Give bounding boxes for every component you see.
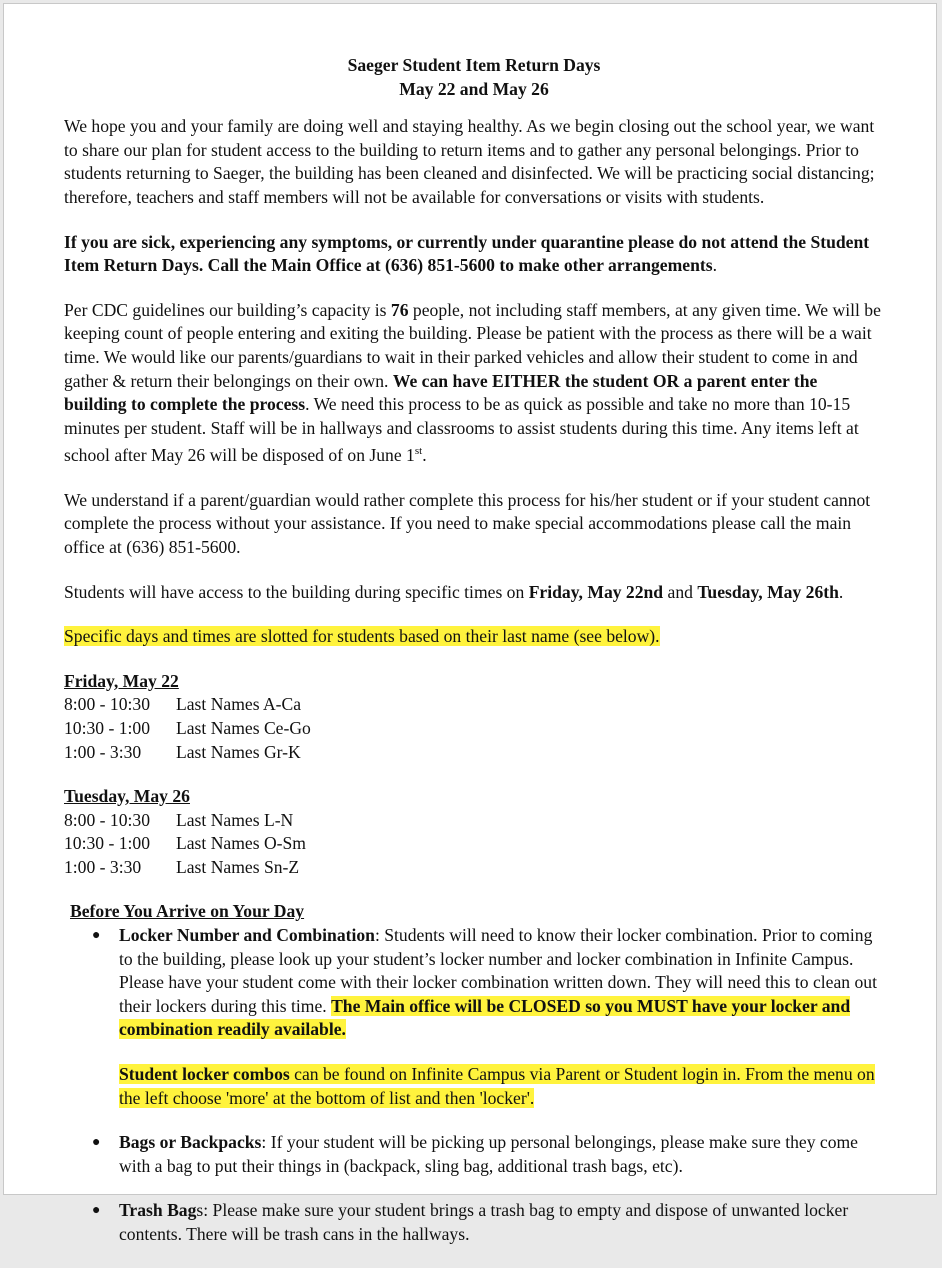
bullet-icon: ● (92, 1135, 101, 1151)
slot-time: 8:00 - 10:30 (64, 694, 151, 715)
slot-time: 1:00 - 3:30 (64, 741, 142, 762)
friday-heading: Friday, May 22 (64, 670, 179, 691)
document-title (64, 54, 884, 101)
cdc-bold-text: We can have EITHER the student OR a parent enter the building to complete the process (64, 370, 818, 415)
intro-paragraph: We hope you and your family are doing well and staying healthy. As we begin closing out the school year, we want to share our plan for student access to the building to return items and to gather any personal belongings. Prior to students returning to Saeger, the building has been cleaned and disinfected. We will be practicing social distancing; therefore, teachers and staff members will not be available for conversations or visits with students. (64, 116, 875, 207)
document-body (64, 54, 884, 1268)
slot-time: 1:00 - 3:30 (64, 856, 142, 877)
schedule-row (64, 717, 884, 741)
list-item-bags (64, 1131, 884, 1178)
locker-closed-highlight: The Main office will be CLOSED so you MUST have your locker and combination readily available. (119, 995, 851, 1040)
access-and: and (663, 581, 698, 602)
cdc-capacity: 76 (390, 299, 409, 320)
schedule-row (64, 741, 884, 765)
title-line-2: May 22 and May 26 (399, 78, 549, 99)
instructions-list (64, 924, 884, 1247)
locker-label: Locker Number and Combination (119, 925, 375, 946)
locker-combos-highlight (119, 1064, 875, 1108)
cdc-text-3: . We need this process to be as quick as possible and take no more than 10-15 minutes per student. Staff will be in hallways and classrooms to assist students during this time. Any items left at school after May 26 will be disposed of on June 1 (64, 394, 859, 466)
slot-time: 10:30 - 1:00 (64, 833, 151, 854)
cdc-paragraph (64, 299, 884, 468)
slot-names: Last Names Gr-K (176, 741, 301, 762)
slot-names: Last Names Ce-Go (176, 717, 311, 738)
cdc-end: . (422, 445, 427, 466)
before-you-arrive-heading: Before You Arrive on Your Day (70, 901, 305, 922)
access-text: Students will have access to the building during specific times on (64, 581, 529, 602)
locker-combos-bold: Student locker combos (119, 1064, 290, 1085)
understand-paragraph: We understand if a parent/guardian would rather complete this process for his/her student or if your student cannot complete the process without your assistance. If you need to make special accommodations please call the main office at (636) 851-5600. (64, 489, 871, 557)
bags-label: Bags or Backpacks (119, 1132, 262, 1153)
trash-label: Trash Bag (119, 1200, 197, 1221)
bullet-icon: ● (92, 1203, 101, 1219)
tuesday-heading: Tuesday, May 26 (64, 786, 190, 807)
schedule-row (64, 809, 884, 833)
slot-names: Last Names Sn-Z (176, 856, 300, 877)
schedule-row (64, 856, 884, 880)
schedule-row (64, 832, 884, 856)
access-day-1: Friday, May 22nd (528, 581, 664, 602)
title-line-1: Saeger Student Item Return Days (347, 55, 601, 75)
slotted-highlight: Specific days and times are slotted for students based on their last name (see below). (64, 626, 660, 647)
locker-combos-text: can be found on Infinite Campus via Parent or Student login in. From the menu on the left choose 'more' at the bottom of list and then 'locker'. (119, 1064, 875, 1108)
sick-notice-paragraph (64, 231, 884, 278)
sick-notice-bold: If you are sick, experiencing any symptoms, or currently under quarantine please do not attend the Student Item Return Days. Call the Main Office at (636) 851-5600 to make other arrangements (64, 231, 870, 276)
document-page (3, 3, 937, 1245)
slot-time: 10:30 - 1:00 (64, 717, 151, 738)
locker-text: : Students will need to know their locker combination. Prior to coming to the building, please look up your student’s locker number and locker combination in Infinite Campus. Please have your student come with their locker combination written down. They will need this to clean out their lockers during this time. (119, 925, 877, 1016)
cdc-text-2: people, not including staff members, at any given time. We will be keeping count of people entering and exiting the building. Please be patient with the process as there will be a wait time. We would like our parents/guardians to wait in their parked vehicles and allow their student to come in and gather & return their belongings on their own. (64, 299, 881, 391)
list-item-trash (64, 1199, 884, 1246)
schedule-row (64, 693, 884, 717)
locker-combos-paragraph (119, 1063, 884, 1110)
friday-schedule (64, 670, 884, 764)
trash-text: s: Please make sure your student brings a trash bag to empty and dispose of unwanted locker contents. There will be trash cans in the hallways. (119, 1200, 849, 1245)
sick-notice-end: . (712, 255, 717, 276)
access-day-2: Tuesday, May 26th (697, 581, 839, 602)
slotted-paragraph (64, 625, 884, 649)
bags-text: : If your student will be picking up personal belongings, please make sure they come with a bag to put their things in (backpack, sling bag, additional trash bags, etc). (119, 1132, 858, 1176)
slot-names: Last Names L-N (176, 809, 294, 830)
slot-names: Last Names O-Sm (176, 833, 306, 854)
cdc-superscript: st (414, 445, 423, 458)
tuesday-schedule (64, 785, 884, 879)
access-end: . (838, 581, 844, 602)
cdc-text-1: Per CDC guidelines our building’s capacity is (64, 299, 391, 320)
access-paragraph (64, 581, 884, 605)
bullet-icon: ● (92, 928, 101, 944)
slot-names: Last Names A-Ca (176, 694, 302, 715)
slot-time: 8:00 - 10:30 (64, 809, 151, 830)
list-item-locker (64, 924, 884, 1110)
